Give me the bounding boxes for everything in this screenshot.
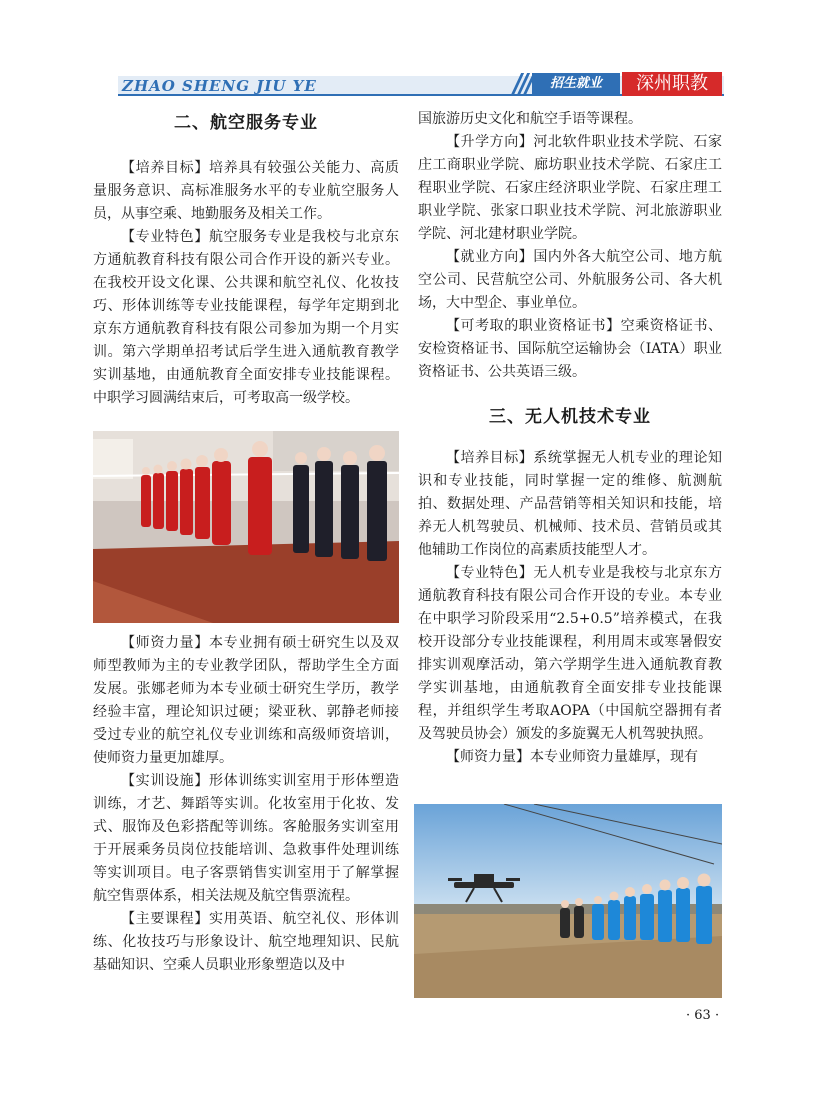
paragraph: 【实训设施】形体训练实训室用于形体塑造训练，才艺、舞蹈等实训。化妆室用于化妆、发式、服饰及色彩搭配等训练。客舱服务实训室用于开展乘务员岗位技能培训、急救事件处理训练等实训项目。电子客票销售实训室用于了解掌握航空售票体系，相关法规及航空售票流程。 — [93, 773, 399, 904]
page-number: · 63 · — [686, 1008, 720, 1023]
header-stripes — [514, 73, 532, 95]
paragraph: 【师资力量】本专业拥有硕士研究生以及双师型教师为主的专业教学团队，帮助学生全方面发展。张娜老师为本专业硕士研究生学历，教学经验丰富，理论知识过硬；梁亚秋、郭静老师接受过专业的航空礼仪专业训练和高级师资培训，使师资力量更加雄厚。 — [93, 635, 399, 766]
paragraph: 【可考取的职业资格证书】空乘资格证书、安检资格证书、国际航空运输协会（IATA）职业资格证书、公共英语三级。 — [418, 318, 722, 380]
paragraph: 【主要课程】实用英语、航空礼仪、形体训练、化妆技巧与形象设计、航空地理知识、民航基础知识、空乘人员职业形象塑造以及中 — [93, 911, 399, 973]
section-heading-drone: 三、无人机技术专业 — [489, 407, 651, 427]
paragraph: 【师资力量】本专业师资力量雄厚，现有 — [446, 749, 698, 765]
paragraph: 【培养目标】系统掌握无人机专业的理论知识和专业技能，同时掌握一定的维修、航测航拍、数据处理、产品营销等相关知识和技能，培养无人机驾驶员、机械师、技术员、营销员或其他辅助工作岗位的高素质技能型人才。 — [418, 450, 722, 558]
paragraph: 国旅游历史文化和航空手语等课程。 — [418, 111, 642, 127]
paragraph: 【专业特色】无人机专业是我校与北京东方通航教育科技有限公司合作开设的专业。本专业在中职学习阶段采用“2.5+0.5”培养模式，在我校开设部分专业技能课程，利用周末或寒暑假安排实训观摩活动，第六学期学生进入通航教育教学实训基地，由通航教育全面安排专业技能课程，并组织学生考取AOPA（中国航空器拥有者及驾驶员协会）颁发的多旋翼无人机驾驶执照。 — [418, 565, 722, 742]
flight-attendant-photo — [93, 431, 399, 623]
section-title-latin: ZHAO SHENG JIU YE — [122, 77, 317, 95]
magazine-brand: 深州职教 — [622, 72, 722, 96]
left-column-lower — [93, 632, 399, 977]
section-tag: 招生就业 — [532, 73, 620, 95]
drone-training-photo — [414, 804, 722, 998]
paragraph: 【就业方向】国内外各大航空公司、地方航空公司、民营航空公司、外航服务公司、各大机场，大中型企、事业单位。 — [418, 249, 722, 311]
paragraph: 【升学方向】河北软件职业技术学院、石家庄工商职业学院、廊坊职业技术学院、石家庄工程职业学院、石家庄经济职业学院、石家庄理工职业学院、张家口职业技术学院、河北旅游职业学院、河北建材职业学院。 — [418, 134, 722, 242]
paragraph: 【专业特色】航空服务专业是我校与北京东方通航教育科技有限公司合作开设的新兴专业。在我校开设文化课、公共课和航空礼仪、化妆技巧、形体训练等专业技能课程，每学年定期到北京东方通航教育科技有限公司参加为期一个月实训。第六学期单招考试后学生进入通航教育教学实训基地，由通航教育全面安排专业技能课程。中职学习圆满结束后，可考取高一级学校。 — [93, 229, 399, 406]
left-column — [93, 112, 399, 410]
section-heading-aviation: 二、航空服务专业 — [174, 113, 318, 133]
paragraph: 【培养目标】培养具有较强公关能力、高质量服务意识、高标准服务水平的专业航空服务人员，从事空乘、地勤服务及相关工作。 — [93, 160, 399, 222]
right-column — [418, 108, 722, 769]
